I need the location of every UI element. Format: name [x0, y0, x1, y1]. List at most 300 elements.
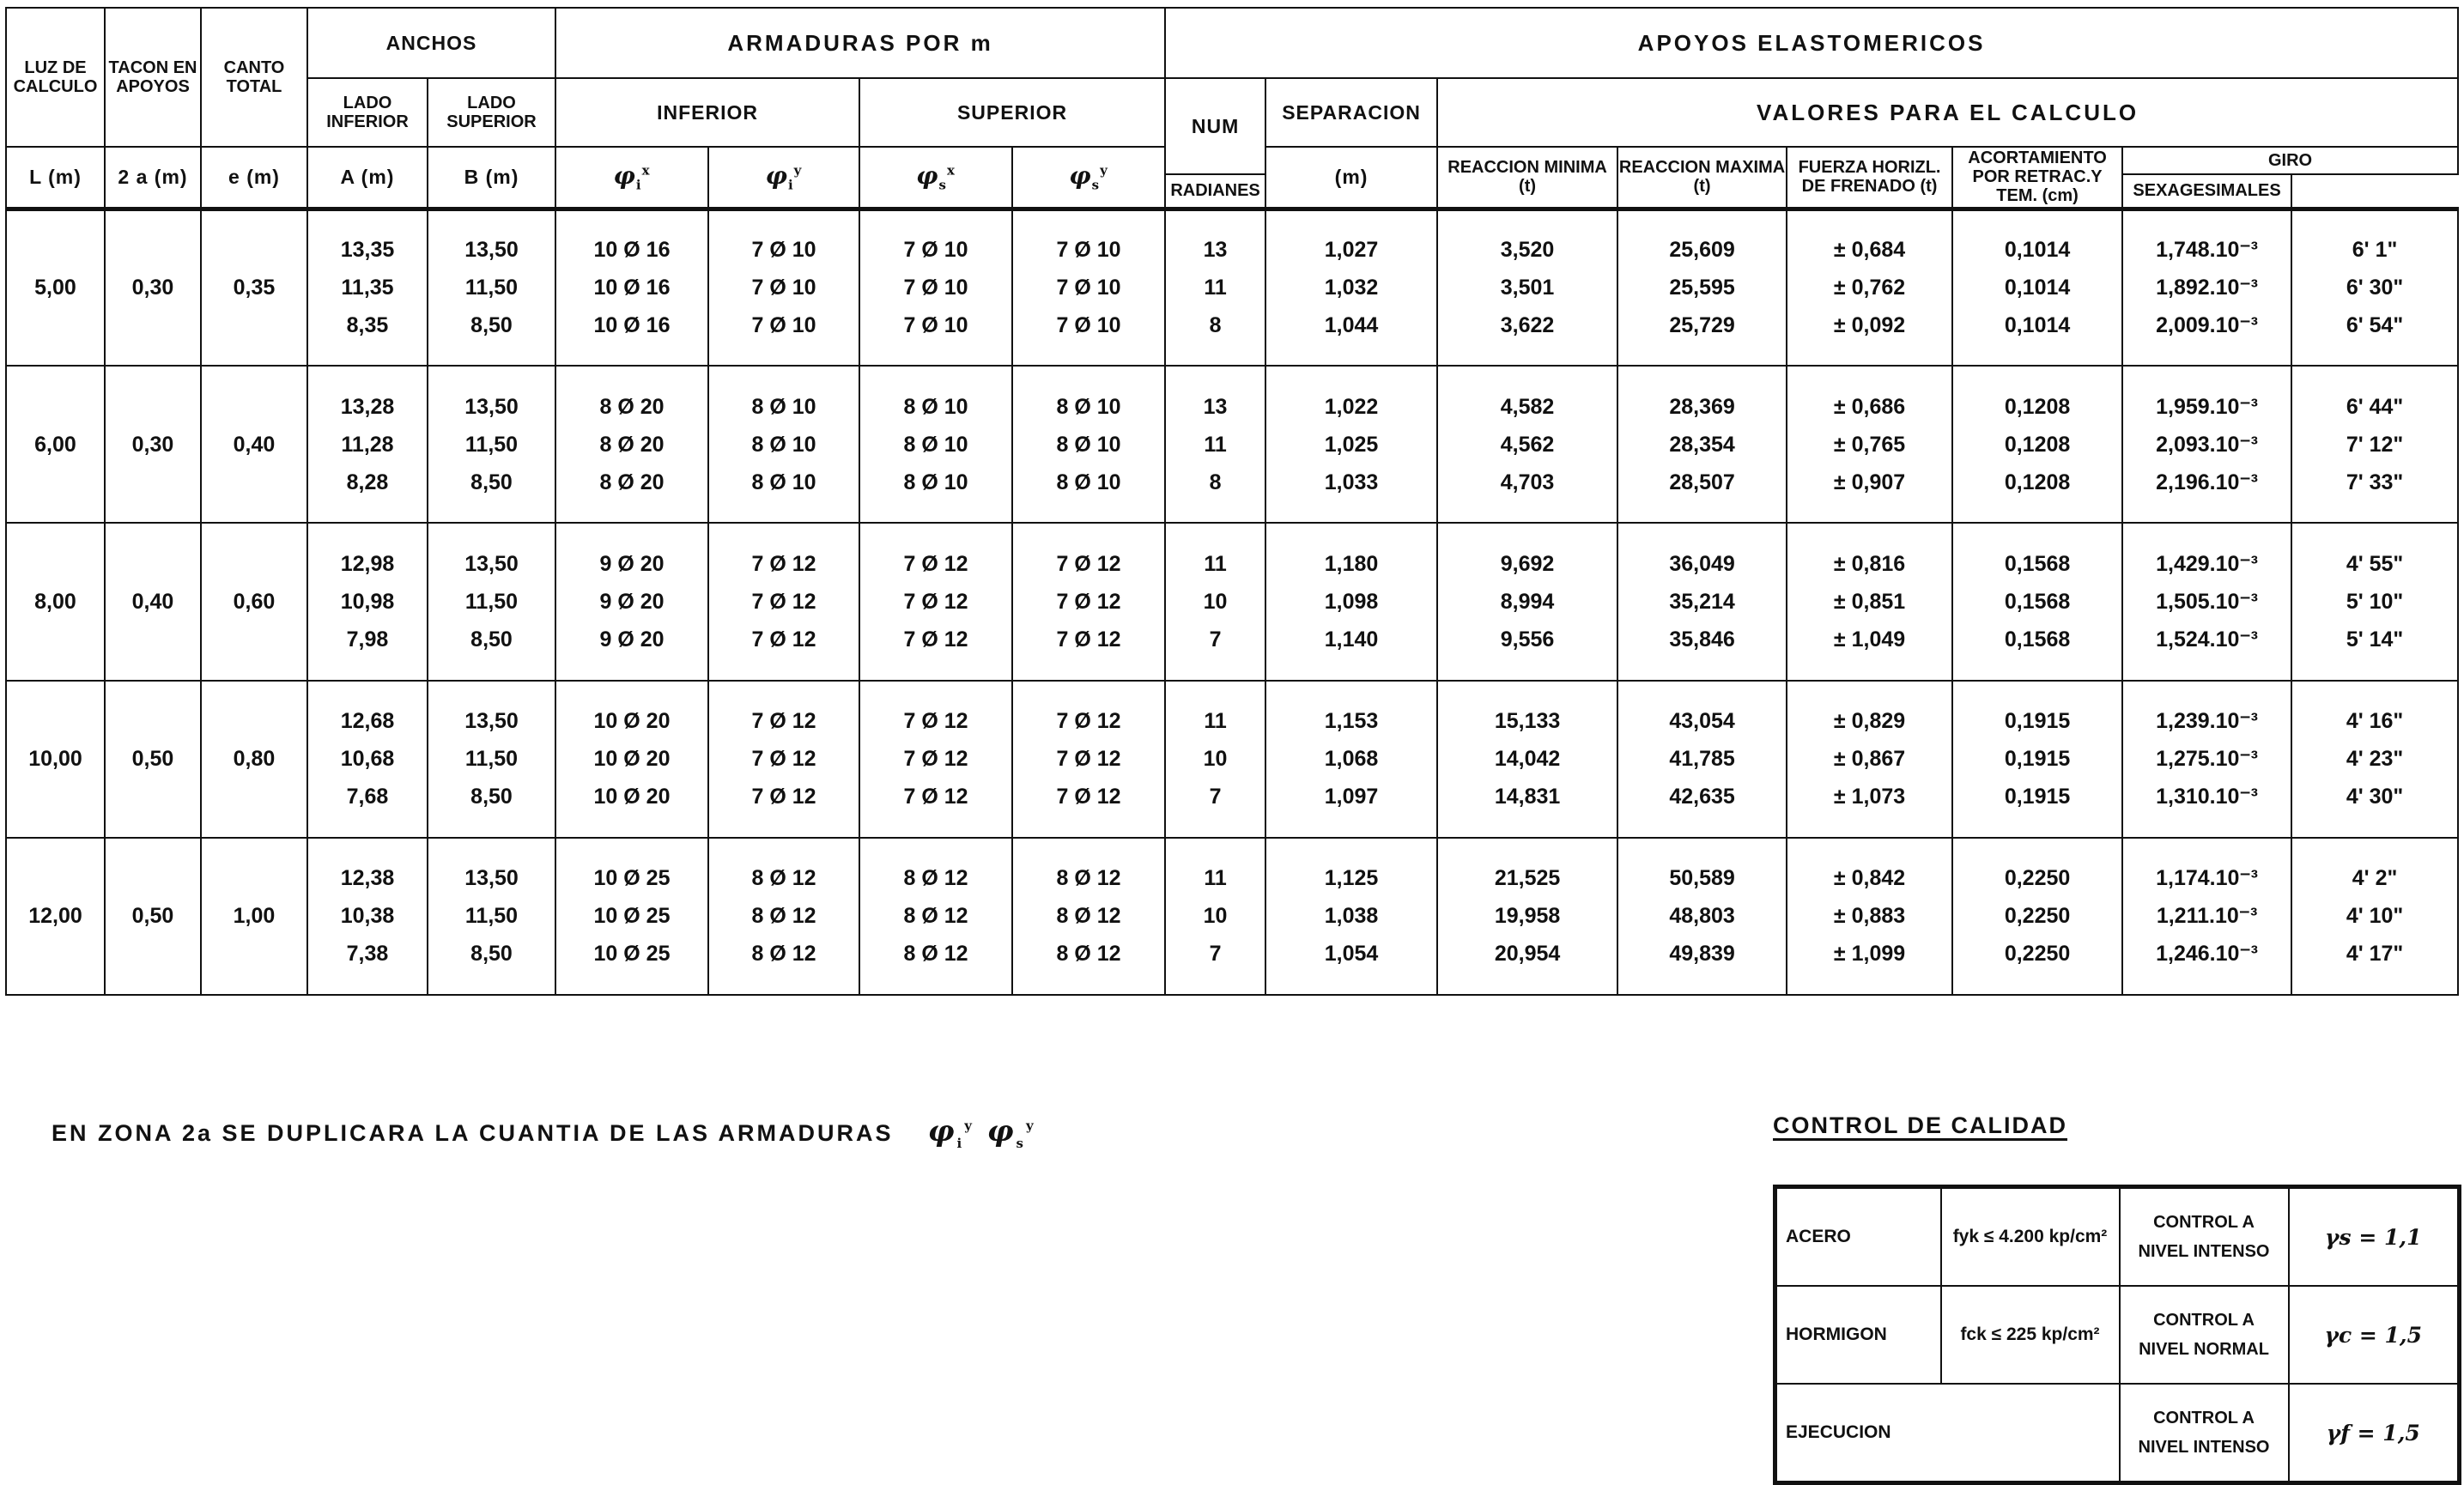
cell-value: 2,093.10⁻³: [2156, 432, 2258, 457]
cell-value: 7: [1209, 785, 1222, 809]
cell-value: 3,520: [1500, 238, 1555, 263]
cell-value: 1,524.10⁻³: [2156, 627, 2258, 652]
cell-value: 9 Ø 20: [599, 589, 665, 614]
quality-label: HORMIGON: [1775, 1286, 1941, 1384]
cell-value: 13,50: [464, 394, 519, 419]
cell-tacon: 0,30: [105, 366, 201, 523]
cell-inf_y: [708, 838, 859, 995]
cell-value: 8 Ø 12: [1056, 904, 1121, 929]
cell-value: 10 Ø 25: [593, 942, 671, 967]
cell-value: 7 Ø 12: [1056, 709, 1121, 734]
cell-value: 10 Ø 25: [593, 866, 671, 891]
cell-inf_x: [555, 838, 708, 995]
header-num: NUM: [1165, 78, 1265, 174]
cell-value: 11: [1204, 551, 1227, 576]
header-reaccion-max: REACCION MAXIMA (t): [1617, 147, 1787, 209]
cell-value: 1,033: [1324, 470, 1379, 494]
quality-control: CONTROL A NIVEL INTENSO: [2120, 1384, 2289, 1483]
cell-value: 1,211.10⁻³: [2156, 904, 2258, 929]
cell-inf_y: [708, 366, 859, 523]
symbol-inf-y: $\varphi_i^y$: [708, 147, 859, 209]
cell-value: 7 Ø 12: [903, 627, 968, 652]
cell-inf_y: [708, 209, 859, 366]
cell-value: 28,369: [1669, 394, 1735, 419]
cell-value: 4' 23": [2346, 747, 2404, 772]
cell-value: ± 0,684: [1833, 238, 1906, 263]
cell-value: 8 Ø 10: [1056, 432, 1121, 457]
cell-value: 10 Ø 20: [593, 785, 671, 809]
cell-value: ± 0,851: [1833, 589, 1906, 614]
cell-value: 7 Ø 12: [1056, 589, 1121, 614]
cell-canto: 0,35: [201, 209, 307, 366]
cell-canto: 1,00: [201, 838, 307, 995]
cell-value: 8 Ø 10: [903, 394, 968, 419]
quality-spec: fck ≤ 225 kp/cm²: [1941, 1286, 2120, 1384]
cell-value: 7 Ø 10: [903, 276, 968, 300]
cell-sex: [2291, 209, 2458, 366]
cell-value: 8 Ø 10: [751, 470, 816, 494]
cell-value: 1,098: [1324, 589, 1379, 614]
cell-value: 10 Ø 20: [593, 709, 671, 734]
cell-value: 9,692: [1500, 551, 1555, 576]
cell-ac: [1952, 209, 2122, 366]
header-superior: SUPERIOR: [859, 78, 1165, 147]
cell-value: 4,582: [1500, 394, 1555, 419]
cell-value: 8,50: [470, 785, 513, 809]
cell-value: 7 Ø 12: [1056, 747, 1121, 772]
cell-value: 4' 2": [2352, 866, 2398, 891]
cell-value: ± 0,686: [1833, 394, 1906, 419]
cell-value: 12,68: [340, 709, 395, 734]
cell-value: 0,1915: [2004, 747, 2071, 772]
cell-value: 5' 14": [2346, 627, 2404, 652]
cell-value: 8 Ø 12: [751, 942, 816, 967]
cell-value: 8 Ø 12: [903, 866, 968, 891]
cell-value: 35,846: [1669, 627, 1735, 652]
cell-value: 1,429.10⁻³: [2156, 551, 2258, 576]
cell-value: 10 Ø 25: [593, 904, 671, 929]
cell-value: 2,196.10⁻³: [2156, 470, 2258, 494]
cell-rad: [2122, 681, 2291, 838]
cell-rmax: [1617, 838, 1787, 995]
cell-value: 1,125: [1324, 866, 1379, 891]
table-row: [6, 366, 2458, 523]
cell-value: 11: [1204, 866, 1227, 891]
cell-rad: [2122, 366, 2291, 523]
cell-tacon: 0,30: [105, 209, 201, 366]
cell-value: ± 0,816: [1833, 551, 1906, 576]
cell-rmax: [1617, 209, 1787, 366]
cell-value: 0,1915: [2004, 709, 2071, 734]
cell-value: 7 Ø 12: [1056, 785, 1121, 809]
cell-sex: [2291, 366, 2458, 523]
cell-value: 11,28: [341, 432, 394, 457]
cell-value: 14,831: [1494, 785, 1561, 809]
cell-value: 7' 12": [2346, 432, 2404, 457]
cell-value: 36,049: [1669, 551, 1735, 576]
cell-value: 11,35: [341, 276, 394, 300]
cell-value: 20,954: [1494, 942, 1561, 967]
cell-value: 21,525: [1494, 866, 1561, 891]
unit-sep: (m): [1265, 147, 1437, 209]
table-row: [6, 681, 2458, 838]
cell-value: 7 Ø 12: [751, 627, 816, 652]
cell-L: 10,00: [6, 681, 105, 838]
cell-value: 11,50: [464, 747, 519, 772]
cell-inf_x: [555, 209, 708, 366]
cell-value: 8 Ø 20: [599, 432, 665, 457]
cell-rmax: [1617, 681, 1787, 838]
cell-value: 0,1014: [2004, 276, 2071, 300]
header-luz: LUZ DE CALCULO: [6, 8, 105, 147]
quality-label: EJECUCION: [1775, 1384, 2120, 1483]
cell-value: 7 Ø 10: [1056, 313, 1121, 338]
cell-value: 12,98: [340, 551, 395, 576]
cell-value: 1,022: [1324, 394, 1379, 419]
cell-value: 7 Ø 12: [903, 785, 968, 809]
unit-a: A (m): [307, 147, 428, 209]
cell-value: 7 Ø 12: [903, 709, 968, 734]
cell-value: ± 0,867: [1833, 747, 1906, 772]
header-giro: GIRO: [2122, 147, 2458, 174]
cell-ac: [1952, 838, 2122, 995]
cell-inf_y: [708, 681, 859, 838]
cell-sex: [2291, 838, 2458, 995]
header-reaccion-min: REACCION MINIMA (t): [1437, 147, 1617, 209]
cell-value: 50,589: [1669, 866, 1735, 891]
cell-value: ± 0,907: [1833, 470, 1906, 494]
cell-value: 11,50: [464, 432, 519, 457]
cell-sup_y: [1012, 681, 1165, 838]
cell-value: 7 Ø 10: [751, 276, 816, 300]
quality-row: [1775, 1286, 2460, 1384]
cell-value: 4' 17": [2346, 942, 2404, 967]
cell-value: ± 0,883: [1833, 904, 1906, 929]
header-sexagesimales: SEXAGESIMALES: [2122, 174, 2291, 209]
cell-value: 8,50: [470, 627, 513, 652]
cell-rmin: [1437, 366, 1617, 523]
header-fuerza: FUERZA HORIZL. DE FRENADO (t): [1787, 147, 1952, 209]
cell-value: 7 Ø 10: [903, 238, 968, 263]
cell-value: 42,635: [1669, 785, 1735, 809]
cell-value: 15,133: [1494, 709, 1561, 734]
cell-sup_y: [1012, 838, 1165, 995]
cell-B: [428, 209, 555, 366]
cell-value: 9 Ø 20: [599, 627, 665, 652]
cell-fh: [1787, 209, 1952, 366]
cell-sup_x: [859, 838, 1012, 995]
quality-row: [1775, 1187, 2460, 1287]
cell-value: 1,068: [1324, 747, 1379, 772]
cell-value: 8 Ø 10: [1056, 394, 1121, 419]
quality-control: CONTROL A NIVEL NORMAL: [2120, 1286, 2289, 1384]
header-tacon: TACON EN APOYOS: [105, 8, 201, 147]
cell-value: ± 0,092: [1833, 313, 1906, 338]
cell-value: 28,507: [1669, 470, 1735, 494]
cell-value: 7,98: [346, 627, 389, 652]
cell-value: 8 Ø 10: [751, 432, 816, 457]
cell-value: 13,35: [340, 238, 395, 263]
cell-value: 8,50: [470, 313, 513, 338]
cell-value: 0,2250: [2004, 904, 2071, 929]
cell-value: 10: [1203, 589, 1228, 614]
cell-A: [307, 366, 428, 523]
cell-value: 10: [1203, 747, 1228, 772]
cell-rmin: [1437, 838, 1617, 995]
cell-value: 8 Ø 10: [903, 470, 968, 494]
cell-value: 6' 30": [2346, 276, 2404, 300]
cell-rad: [2122, 838, 2291, 995]
cell-value: 7 Ø 10: [903, 313, 968, 338]
header-lado-superior: LADO SUPERIOR: [428, 78, 555, 147]
cell-value: 10 Ø 16: [593, 276, 671, 300]
cell-value: 8: [1209, 470, 1222, 494]
quality-label: ACERO: [1775, 1187, 1941, 1287]
cell-num: [1165, 523, 1265, 680]
cell-value: 7: [1209, 627, 1222, 652]
cell-rad: [2122, 209, 2291, 366]
cell-value: 4,703: [1500, 470, 1555, 494]
header-separacion: SEPARACION: [1265, 78, 1437, 147]
table-row: [6, 209, 2458, 366]
cell-value: 7 Ø 12: [751, 709, 816, 734]
cell-rmax: [1617, 366, 1787, 523]
cell-value: 8,35: [346, 313, 389, 338]
cell-sex: [2291, 523, 2458, 680]
cell-rmin: [1437, 681, 1617, 838]
cell-rmax: [1617, 523, 1787, 680]
quality-gamma: γc = 1,5: [2289, 1286, 2460, 1384]
cell-value: 11: [1204, 432, 1227, 457]
cell-value: 1,140: [1324, 627, 1379, 652]
cell-value: 11: [1204, 276, 1227, 300]
cell-fh: [1787, 366, 1952, 523]
cell-value: 4' 55": [2346, 551, 2404, 576]
cell-value: 0,1568: [2004, 551, 2071, 576]
table-row: [6, 523, 2458, 680]
cell-value: 1,275.10⁻³: [2156, 747, 2258, 772]
cell-value: 1,505.10⁻³: [2156, 589, 2258, 614]
cell-canto: 0,80: [201, 681, 307, 838]
cell-value: 8,50: [470, 470, 513, 494]
cell-value: 0,1208: [2004, 394, 2071, 419]
cell-value: ± 0,762: [1833, 276, 1906, 300]
cell-A: [307, 523, 428, 680]
header-canto: CANTO TOTAL: [201, 8, 307, 147]
cell-value: 8,28: [346, 470, 389, 494]
quality-gamma: γs = 1,1: [2289, 1187, 2460, 1287]
cell-value: 1,239.10⁻³: [2156, 709, 2258, 734]
cell-value: 0,1568: [2004, 627, 2071, 652]
cell-value: 12,38: [340, 866, 395, 891]
cell-value: 11,50: [464, 276, 519, 300]
cell-value: 41,785: [1669, 747, 1735, 772]
cell-value: 7 Ø 12: [751, 589, 816, 614]
cell-A: [307, 838, 428, 995]
header-lado-inferior: LADO INFERIOR: [307, 78, 428, 147]
header-radianes: RADIANES: [1165, 174, 1265, 209]
cell-value: 0,2250: [2004, 866, 2071, 891]
cell-inf_y: [708, 523, 859, 680]
cell-value: 7 Ø 10: [751, 238, 816, 263]
cell-value: 7,68: [346, 785, 389, 809]
cell-value: 13,50: [464, 238, 519, 263]
cell-inf_x: [555, 523, 708, 680]
cell-value: 10: [1203, 904, 1228, 929]
cell-num: [1165, 838, 1265, 995]
cell-sep: [1265, 209, 1437, 366]
cell-value: 1,180: [1324, 551, 1379, 576]
cell-num: [1165, 366, 1265, 523]
cell-value: ± 1,099: [1833, 942, 1906, 967]
cell-value: 13,50: [464, 709, 519, 734]
cell-sep: [1265, 523, 1437, 680]
cell-value: 0,1568: [2004, 589, 2071, 614]
quality-spec: fyk ≤ 4.200 kp/cm²: [1941, 1187, 2120, 1287]
quality-control-table: [1773, 1185, 2461, 1485]
cell-value: 1,025: [1324, 432, 1379, 457]
cell-B: [428, 523, 555, 680]
cell-value: 1,748.10⁻³: [2156, 238, 2258, 263]
header-inferior: INFERIOR: [555, 78, 859, 147]
cell-value: 4' 16": [2346, 709, 2404, 734]
cell-value: ± 1,049: [1833, 627, 1906, 652]
unit-e: e (m): [201, 147, 307, 209]
cell-value: 7 Ø 12: [903, 747, 968, 772]
cell-value: 8 Ø 20: [599, 394, 665, 419]
cell-value: 1,174.10⁻³: [2156, 866, 2258, 891]
cell-inf_x: [555, 366, 708, 523]
cell-L: 12,00: [6, 838, 105, 995]
cell-value: 25,729: [1669, 313, 1735, 338]
cell-value: 0,2250: [2004, 942, 2071, 967]
cell-B: [428, 838, 555, 995]
cell-value: 1,044: [1324, 313, 1379, 338]
cell-value: 3,501: [1500, 276, 1555, 300]
cell-value: 1,038: [1324, 904, 1379, 929]
cell-sup_y: [1012, 366, 1165, 523]
cell-sup_x: [859, 366, 1012, 523]
cell-sep: [1265, 681, 1437, 838]
cell-value: 14,042: [1494, 747, 1561, 772]
quality-control: CONTROL A NIVEL INTENSO: [2120, 1187, 2289, 1287]
cell-value: 11,50: [464, 589, 519, 614]
cell-value: 13,28: [340, 394, 395, 419]
cell-value: 35,214: [1669, 589, 1735, 614]
cell-value: 8: [1209, 313, 1222, 338]
symbol-sup-x: $\varphi_s^x$: [859, 147, 1012, 209]
cell-value: 1,959.10⁻³: [2156, 394, 2258, 419]
cell-value: 7 Ø 10: [751, 313, 816, 338]
cell-value: 4' 30": [2346, 785, 2404, 809]
cell-value: 8 Ø 10: [751, 394, 816, 419]
cell-value: 6' 44": [2346, 394, 2404, 419]
cell-value: 13,50: [464, 866, 519, 891]
cell-canto: 0,40: [201, 366, 307, 523]
cell-A: [307, 681, 428, 838]
cell-value: 48,803: [1669, 904, 1735, 929]
cell-value: 7: [1209, 942, 1222, 967]
cell-value: 19,958: [1494, 904, 1561, 929]
cell-canto: 0,60: [201, 523, 307, 680]
cell-value: 49,839: [1669, 942, 1735, 967]
cell-value: 7 Ø 12: [751, 785, 816, 809]
cell-value: 7 Ø 12: [751, 551, 816, 576]
cell-value: 0,1915: [2004, 785, 2071, 809]
cell-ac: [1952, 366, 2122, 523]
cell-value: 11: [1204, 709, 1227, 734]
cell-value: 10 Ø 16: [593, 238, 671, 263]
cell-tacon: 0,50: [105, 681, 201, 838]
cell-value: 4' 10": [2346, 904, 2404, 929]
cell-value: 1,054: [1324, 942, 1379, 967]
cell-rad: [2122, 523, 2291, 680]
cell-fh: [1787, 523, 1952, 680]
cell-value: 9,556: [1500, 627, 1555, 652]
cell-value: 8 Ø 12: [751, 866, 816, 891]
header-armaduras: ARMADURAS POR m: [555, 8, 1165, 78]
cell-rmin: [1437, 209, 1617, 366]
cell-value: 3,622: [1500, 313, 1555, 338]
cell-value: 8 Ø 12: [1056, 866, 1121, 891]
cell-value: 10,98: [340, 589, 395, 614]
cell-inf_x: [555, 681, 708, 838]
cell-sup_x: [859, 681, 1012, 838]
cell-value: 9 Ø 20: [599, 551, 665, 576]
cell-value: 7,38: [346, 942, 389, 967]
cell-value: 0,1014: [2004, 238, 2071, 263]
cell-L: 6,00: [6, 366, 105, 523]
cell-value: 6' 1": [2352, 238, 2398, 263]
cell-sup_x: [859, 523, 1012, 680]
table-row: [6, 838, 2458, 995]
cell-value: 43,054: [1669, 709, 1735, 734]
cell-sup_x: [859, 209, 1012, 366]
note-symbols: $\varphi_i^y$ $\varphi_s^y$: [902, 1114, 1036, 1151]
cell-value: 7 Ø 12: [1056, 627, 1121, 652]
cell-value: 0,1014: [2004, 313, 2071, 338]
cell-value: 6' 54": [2346, 313, 2404, 338]
header-valores: VALORES PARA EL CALCULO: [1437, 78, 2458, 147]
cell-value: 10,68: [340, 747, 395, 772]
symbol-inf-x: $\varphi_i^x$: [555, 147, 708, 209]
cell-value: 11,50: [464, 904, 519, 929]
cell-value: 2,009.10⁻³: [2156, 313, 2258, 338]
cell-value: 8,50: [470, 942, 513, 967]
cell-value: 1,027: [1324, 238, 1379, 263]
quality-row: [1775, 1384, 2460, 1483]
unit-b: B (m): [428, 147, 555, 209]
cell-B: [428, 681, 555, 838]
cell-value: ± 0,829: [1833, 709, 1906, 734]
note-text: [52, 1114, 1036, 1151]
cell-value: 8 Ø 12: [903, 904, 968, 929]
cell-sex: [2291, 681, 2458, 838]
cell-value: 8 Ø 20: [599, 470, 665, 494]
cell-value: 8 Ø 12: [903, 942, 968, 967]
header-acortamiento: ACORTAMIENTO POR RETRAC.Y TEM. (cm): [1952, 147, 2122, 209]
cell-ac: [1952, 681, 2122, 838]
header-apoyos: APOYOS ELASTOMERICOS: [1165, 8, 2458, 78]
cell-value: 7 Ø 12: [1056, 551, 1121, 576]
cell-tacon: 0,50: [105, 838, 201, 995]
cell-value: ± 0,842: [1833, 866, 1906, 891]
cell-sup_y: [1012, 523, 1165, 680]
cell-value: 1,032: [1324, 276, 1379, 300]
cell-value: ± 0,765: [1833, 432, 1906, 457]
cell-value: 25,609: [1669, 238, 1735, 263]
unit-2a: 2 a (m): [105, 147, 201, 209]
